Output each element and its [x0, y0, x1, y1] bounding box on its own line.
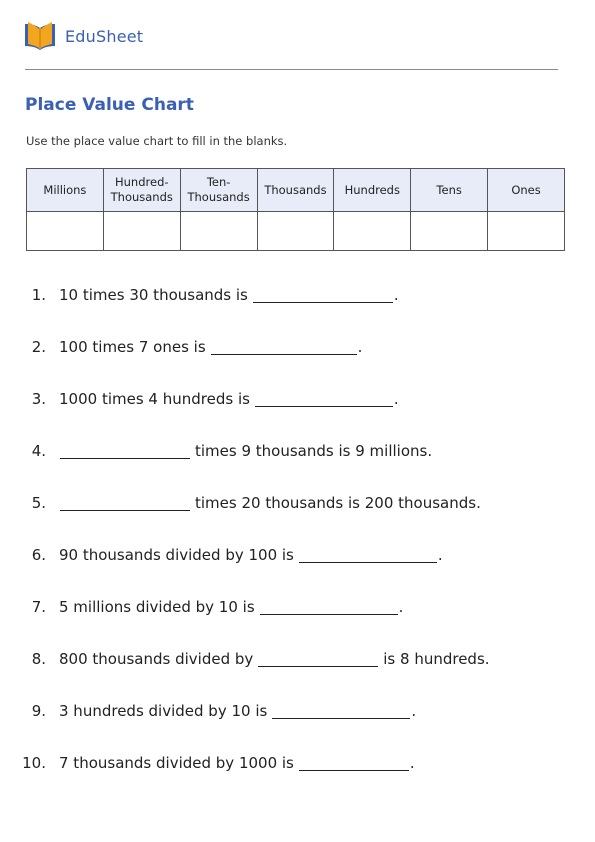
column-header-hundred-thousands: Hundred- Thousands: [103, 169, 180, 212]
question-2: [0, 336, 362, 358]
question-text: 5 millions divided by 10 is: [59, 598, 255, 616]
question-number: 7.: [31, 598, 46, 616]
brand-name: EduSheet: [65, 26, 144, 46]
question-4: [0, 440, 432, 462]
cell-ones[interactable]: [488, 212, 565, 251]
cell-hundreds[interactable]: [334, 212, 411, 251]
answer-blank[interactable]: [255, 392, 393, 407]
question-text-end: .: [393, 390, 399, 408]
question-text: 1000 times 4 hundreds is: [59, 390, 250, 408]
table-row: [27, 212, 565, 251]
cell-millions[interactable]: [27, 212, 104, 251]
question-text-end: .: [437, 546, 443, 564]
question-text: 10 times 30 thousands is: [59, 286, 248, 304]
question-8: [0, 648, 490, 670]
question-1: [0, 284, 399, 306]
answer-blank[interactable]: [299, 756, 409, 771]
question-text: 800 thousands divided by: [59, 650, 254, 668]
question-10: [0, 752, 415, 774]
question-number: 4.: [31, 442, 46, 460]
brand-header: [24, 20, 143, 52]
place-value-table: [26, 168, 565, 251]
question-text-end: .: [393, 286, 399, 304]
answer-blank[interactable]: [211, 340, 357, 355]
answer-blank[interactable]: [60, 444, 190, 459]
answer-blank[interactable]: [60, 496, 190, 511]
question-3: [0, 388, 399, 410]
column-header-hundreds: Hundreds: [334, 169, 411, 212]
answer-blank[interactable]: [258, 652, 378, 667]
cell-ten-thousands[interactable]: [180, 212, 257, 251]
question-7: [0, 596, 403, 618]
question-number: 1.: [31, 286, 46, 304]
question-number: 8.: [31, 650, 46, 668]
question-text-end: times 9 thousands is 9 millions.: [195, 442, 433, 460]
column-header-ones: Ones: [488, 169, 565, 212]
column-header-tens: Tens: [411, 169, 488, 212]
answer-blank[interactable]: [253, 288, 393, 303]
cell-tens[interactable]: [411, 212, 488, 251]
question-text: 7 thousands divided by 1000 is: [59, 754, 294, 772]
column-header-ten-thousands: Ten- Thousands: [180, 169, 257, 212]
table-header-row: [27, 169, 565, 212]
page-title: Place Value Chart: [25, 95, 194, 115]
question-text-end: times 20 thousands is 200 thousands.: [195, 494, 481, 512]
question-text-end: is 8 hundreds.: [383, 650, 490, 668]
cell-hundred-thousands[interactable]: [103, 212, 180, 251]
question-5: [0, 492, 481, 514]
open-book-icon: [24, 20, 56, 52]
question-text: 100 times 7 ones is: [59, 338, 206, 356]
question-number: 6.: [31, 546, 46, 564]
question-text-end: .: [357, 338, 363, 356]
column-header-millions: Millions: [27, 169, 104, 212]
header-divider: [25, 69, 558, 70]
question-number: 3.: [31, 390, 46, 408]
answer-blank[interactable]: [272, 704, 410, 719]
question-number: 9.: [31, 702, 46, 720]
cell-thousands[interactable]: [257, 212, 334, 251]
question-text: 3 hundreds divided by 10 is: [59, 702, 268, 720]
question-text: 90 thousands divided by 100 is: [59, 546, 294, 564]
question-text-end: .: [409, 754, 415, 772]
question-number: 10.: [22, 754, 46, 772]
column-header-thousands: Thousands: [257, 169, 334, 212]
question-6: [0, 544, 443, 566]
question-number: 5.: [31, 494, 46, 512]
question-text-end: .: [411, 702, 417, 720]
question-9: [0, 700, 416, 722]
answer-blank[interactable]: [299, 548, 437, 563]
question-text-end: .: [398, 598, 404, 616]
instructions: Use the place value chart to fill in the blanks.: [26, 134, 288, 148]
question-number: 2.: [31, 338, 46, 356]
answer-blank[interactable]: [260, 600, 398, 615]
